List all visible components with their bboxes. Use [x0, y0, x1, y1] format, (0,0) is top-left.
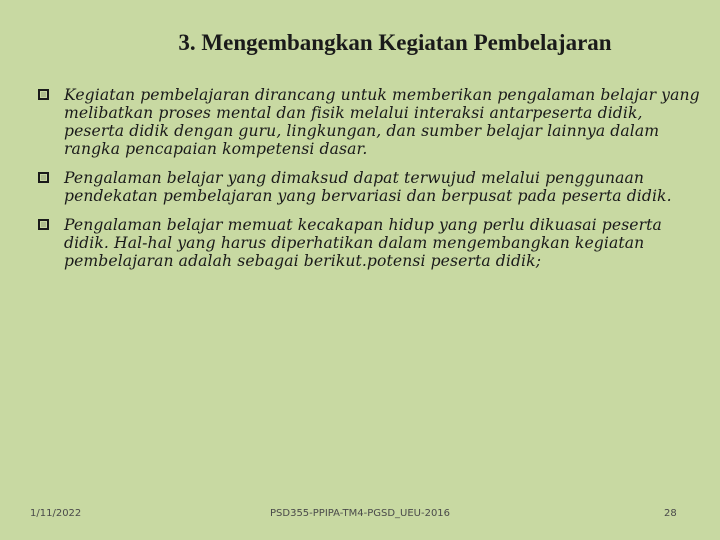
footer-page-number: 28: [664, 508, 677, 519]
bullet-list: [36, 86, 706, 281]
bullet-text: Pengalaman belajar yang dimaksud dapat terwujud melalui penggunaan pendekatan pembelajaran yang bervariasi dan berpusat pada peserta didik.: [64, 169, 672, 205]
hollow-square-bullet-icon: [38, 89, 49, 100]
slide-title: 3. Mengembangkan Kegiatan Pembelajaran: [178, 30, 612, 55]
bullet-item: [36, 86, 706, 158]
bullet-item: [36, 169, 706, 205]
bullet-item: [36, 216, 706, 270]
bullet-text: Pengalaman belajar memuat kecakapan hidup yang perlu dikuasai peserta didik. Hal-hal yang harus diperhatikan dalam mengembangkan kegiatan pembelajaran adalah sebagai berikut.potensi peserta didik;: [64, 216, 662, 270]
hollow-square-bullet-icon: [38, 172, 49, 183]
bullet-text: Kegiatan pembelajaran dirancang untuk memberikan pengalaman belajar yang melibatkan proses mental dan fisik melalui interaksi antarpeserta didik, peserta didik dengan guru, lingkungan, dan sumber belajar lainnya dalam rangka pencapaian kompetensi dasar.: [64, 86, 700, 158]
footer-date: 1/11/2022: [30, 508, 82, 519]
footer-center-text: PSD355-PPIPA-TM4-PGSD_UEU-2016: [270, 508, 451, 519]
hollow-square-bullet-icon: [38, 219, 49, 230]
